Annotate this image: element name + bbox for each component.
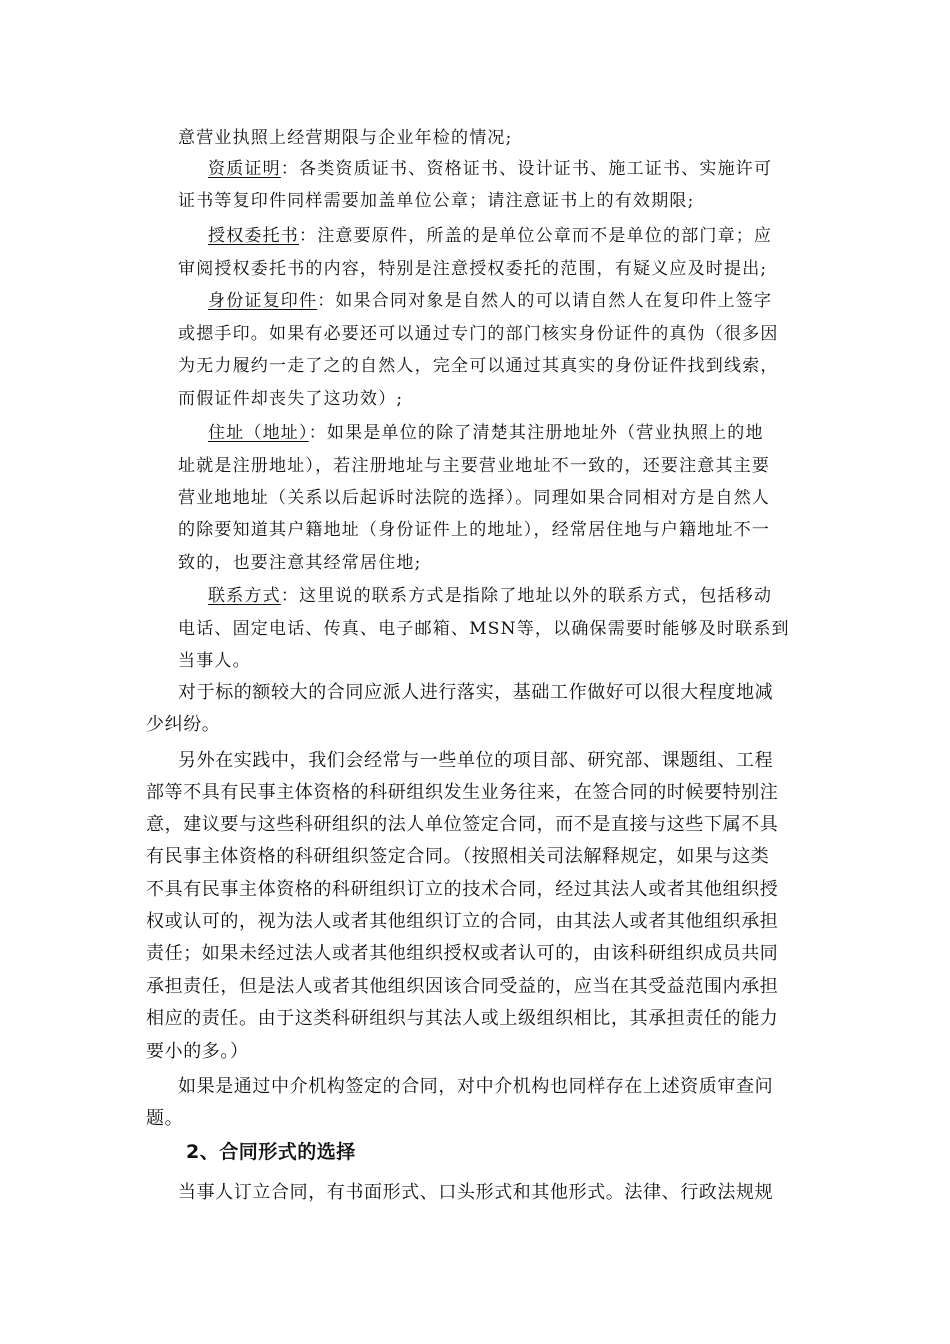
contact-line-2: 电话、固定电话、传真、电子邮箱、MSN等，以确保需要时能够及时联系到 [178, 619, 790, 639]
p2-line-10: 要小的多。） [146, 1041, 249, 1062]
qualification-line-2: 证书等复印件同样需要加盖单位公章；请注意证书上的有效期限; [178, 191, 695, 211]
qualification-text-1: ：各类资质证书、资格证书、设计证书、施工证书、实施许可 [280, 159, 773, 179]
address-term: 住址（地址） [208, 423, 309, 443]
qualification-line-1 [208, 161, 772, 178]
address-line-3: 营业地地址（关系以后起诉时法院的选择）。同理如果合同相对方是自然人 [178, 488, 771, 508]
p4-line-1: 当事人订立合同，有书面形式、口头形式和其他形式。法律、行政法规规 [178, 1182, 774, 1203]
qualification-term: 资质证明 [208, 159, 281, 179]
id-copy-term: 身份证复印件 [208, 291, 318, 311]
p2-line-2: 部等不具有民事主体资格的科研组织发生业务往来，在签合同的时候要特别注 [146, 782, 779, 803]
authorization-text-1: ：注意要原件，所盖的是单位公章而不是单位的部门章；应 [299, 226, 773, 246]
address-text-1: ：如果是单位的除了清楚其注册地址外（营业执照上的地 [308, 423, 764, 443]
intro-tail-line: 意营业执照上经营期限与企业年检的情况; [178, 128, 513, 148]
p2-line-7: 责任；如果未经过法人或者其他组织授权或者认可的，由该科研组织成员共同 [146, 943, 779, 964]
contact-term: 联系方式 [208, 586, 281, 606]
address-line-1 [208, 425, 764, 442]
p2-line-4: 有民事主体资格的科研组织签定合同。（按照相关司法解释规定，如果与这类 [146, 846, 770, 867]
contact-line-3: 当事人。 [178, 651, 251, 671]
p2-line-9: 相应的责任。由于这类科研组织与其法人或上级组织相比，其承担责任的能力 [146, 1008, 779, 1029]
p2-line-6: 权或认可的，视为法人或者其他组织订立的合同，由其法人或者其他组织承担 [146, 911, 779, 932]
p1-line-1: 对于标的额较大的合同应派人进行落实，基础工作做好可以很大程度地减 [178, 682, 774, 703]
p2-line-5: 不具有民事主体资格的科研组织订立的技术合同，经过其法人或者其他组织授 [146, 879, 779, 900]
id-copy-line-4: 而假证件却丧失了这功效）; [178, 389, 404, 409]
p3-line-1: 如果是通过中介机构签定的合同，对中介机构也同样存在上述资质审查问 [178, 1076, 774, 1097]
id-copy-line-1 [208, 293, 772, 310]
contact-line-1 [208, 588, 772, 605]
p2-line-8: 承担责任，但是法人或者其他组织因该合同受益的，应当在其受益范围内承担 [146, 976, 779, 997]
id-copy-line-3: 为无力履约一走了之的自然人，完全可以通过其真实的身份证件找到线索， [178, 356, 779, 376]
p3-line-2: 题。 [146, 1108, 184, 1129]
p2-line-1: 另外在实践中，我们会经常与一些单位的项目部、研究部、课题组、工程 [178, 750, 774, 771]
p2-line-3: 意，建议要与这些科研组织的法人单位签定合同，而不是直接与这些下属不具 [146, 814, 779, 835]
section-heading: 2、合同形式的选择 [186, 1141, 356, 1163]
address-line-4: 的除要知道其户籍地址（身份证件上的地址），经常居住地与户籍地址不一 [178, 520, 771, 540]
p1-line-2: 少纠纷。 [146, 714, 221, 735]
authorization-line-1 [208, 228, 772, 245]
id-copy-line-2: 或摁手印。如果有必要还可以通过专门的部门核实身份证件的真伪（很多因 [178, 324, 779, 344]
authorization-line-2: 审阅授权委托书的内容，特别是注意授权委托的范围，有疑义应及时提出; [178, 259, 768, 279]
authorization-term: 授权委托书 [208, 226, 299, 246]
id-copy-text-1: ：如果合同对象是自然人的可以请自然人在复印件上签字 [317, 291, 773, 311]
address-line-2: 址就是注册地址），若注册地址与主要营业地址不一致的，还要注意其主要 [178, 456, 771, 476]
contact-text-1: ：这里说的联系方式是指除了地址以外的联系方式，包括移动 [280, 586, 773, 606]
address-line-5: 致的，也要注意其经常居住地; [178, 553, 422, 573]
